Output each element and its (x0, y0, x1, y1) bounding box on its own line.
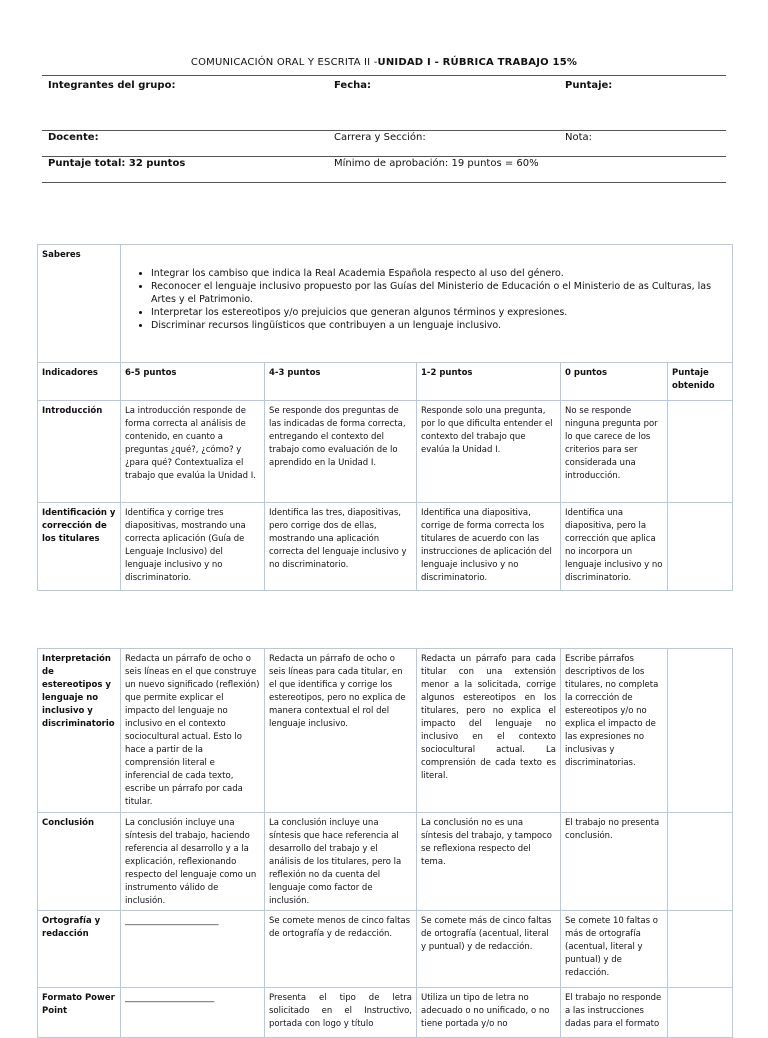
integrantes-label: Integrantes del grupo: (48, 80, 176, 91)
indicator-introduccion: Introducción (38, 401, 121, 503)
indicator-ortografia: Ortografía y redacción (38, 911, 121, 988)
saberes-list (125, 267, 728, 332)
table-row (38, 401, 733, 503)
col-header-0: 0 puntos (561, 363, 668, 401)
saberes-label: Saberes (38, 245, 121, 363)
cell-1-2: Se comete más de cinco faltas de ortografía (acentual, literal y puntual) y de redacción. (417, 911, 561, 988)
cell-0: Identifica una diapositiva, pero la corrección que aplica no incorpora un lenguaje inclusivo y no discriminatorio. (561, 503, 668, 591)
cell-6-5: ______________________ (121, 911, 265, 988)
cell-score[interactable] (668, 911, 733, 988)
col-header-puntaje-obtenido: Puntaje obtenido (668, 363, 733, 401)
cell-1-2: Redacta un párrafo para cada titular con una extensión menor a la solicitada, corrige algunos estereotipos en los titulares, pero no explica el impacto del lenguaje no inclusivo en el contexto sociocultural actual. La comprensión de cada texto es literal. (417, 649, 561, 813)
header-top-rule (42, 75, 726, 76)
carrera-label: Carrera y Sección: (334, 132, 426, 143)
cell-score[interactable] (668, 401, 733, 503)
cell-0: Escribe párrafos descriptivos de los titulares, no completa la corrección de estereotipos y/o no explica el impacto de las expresiones no inclusivas y discriminatorias. (561, 649, 668, 813)
column-header-row (38, 363, 733, 401)
cell-4-3: Redacta un párrafo de ocho o seis líneas para cada titular, en el que identifica y corrige los estereotipos, pero no explica de manera contextual el rol del lenguaje inclusivo. (265, 649, 417, 813)
cell-score[interactable] (668, 988, 733, 1038)
saberes-item: • Interpretar los estereotipos y/o prejuicios que generan algunos términos y expresiones. (151, 306, 728, 319)
saberes-item: • Reconocer el lenguaje inclusivo propuesto por las Guías del Ministerio de Educación o el Ministerio de as Culturas, las Artes y el Patrimonio. (151, 280, 728, 306)
cell-0: No se responde ninguna pregunta por lo que carece de los criterios para ser considerada una introducción. (561, 401, 668, 503)
cell-score[interactable] (668, 813, 733, 911)
cell-4-3: La conclusión incluye una síntesis que hace referencia al desarrollo del trabajo y el análisis de los titulares, pero la reflexión no da cuenta del lenguaje como factor de inclusión. (265, 813, 417, 911)
cell-1-2: Identifica una diapositiva, corrige de forma correcta los titulares de acuerdo con las instrucciones de aplicación del lenguaje inclusivo y no discriminatorio. (417, 503, 561, 591)
saberes-item: • Integrar los cambiso que indica la Real Academia Española respecto al uso del género. (151, 267, 728, 280)
cell-1-2: Responde solo una pregunta, por lo que dificulta entender el contexto del trabajo que evalúa la Unidad I. (417, 401, 561, 503)
table-row (38, 911, 733, 988)
table-row (38, 503, 733, 591)
cell-1-2: Utiliza un tipo de letra no adecuado o no unificado, o no tiene portada y/o no (417, 988, 561, 1038)
title-prefix: COMUNICACIÓN ORAL Y ESCRITA II - (190, 57, 378, 68)
table-row (38, 649, 733, 813)
cell-score[interactable] (668, 649, 733, 813)
cell-1-2: La conclusión no es una síntesis del trabajo, y tampoco se reflexiona respecto del tema. (417, 813, 561, 911)
saberes-content (121, 245, 733, 363)
rubric-table-2 (37, 648, 733, 1038)
cell-4-3: Presenta el tipo de letra solicitado en el Instructivo, portada con logo y título (265, 988, 417, 1038)
cell-6-5: Redacta un párrafo de ocho o seis líneas en el que construye un nuevo significado (reflexión) que permite explicar el impacto del lenguaje no inclusivo en el contexto sociocultural actual. Esto lo hace a partir de la comprensión literal e inferencial de cada texto, escribe un párrafo por cada titular. (121, 649, 265, 813)
puntaje-total: Puntaje total: 32 puntos (48, 158, 186, 169)
header-rule-2 (42, 130, 726, 131)
table-row (38, 988, 733, 1038)
col-header-1-2: 1-2 puntos (417, 363, 561, 401)
title-strong: UNIDAD I - RÚBRICA TRABAJO 15% (377, 57, 578, 68)
col-header-4-3: 4-3 puntos (265, 363, 417, 401)
cell-6-5: La introducción responde de forma correcta al análisis de contenido, en cuanto a preguntas ¿qué?, ¿cómo? y ¿para qué? Contextualiza el trabajo que evalúa la Unidad I. (121, 401, 265, 503)
cell-6-5: _____________________ (121, 988, 265, 1038)
docente-label: Docente: (48, 132, 99, 143)
cell-4-3: Se comete menos de cinco faltas de ortografía y de redacción. (265, 911, 417, 988)
table-row (38, 813, 733, 911)
cell-0: Se comete 10 faltas o más de ortografía (acentual, literal y puntual) y de redacción. (561, 911, 668, 988)
fecha-label: Fecha: (334, 80, 372, 91)
cell-score[interactable] (668, 503, 733, 591)
indicator-formato: Formato Power Point (38, 988, 121, 1038)
cell-4-3: Identifica las tres, diapositivas, pero corrige dos de ellas, mostrando una aplicación correcta del lenguaje inclusivo y no discriminatorio. (265, 503, 417, 591)
cell-6-5: La conclusión incluye una síntesis del trabajo, haciendo referencia al desarrollo y a la explicación, reflexionando respecto del lenguaje como un instrumento válido de inclusión. (121, 813, 265, 911)
cell-4-3: Se responde dos preguntas de las indicadas de forma correcta, entregando el contexto del trabajo como evaluación de lo aprendido en la Unidad I. (265, 401, 417, 503)
saberes-item: • Discriminar recursos lingüísticos que contribuyen a un lenguaje inclusivo. (151, 319, 728, 332)
indicator-interpretacion: Interpretación de estereotipos y lenguaje no inclusivo y discriminatorio (38, 649, 121, 813)
page-title (0, 57, 768, 68)
cell-0: El trabajo no responde a las instrucciones dadas para el formato (561, 988, 668, 1038)
rubric-table-1 (37, 244, 733, 591)
cell-6-5: Identifica y corrige tres diapositivas, mostrando una correcta aplicación (Guía de Lenguaje Inclusivo) del lenguaje inclusivo y no discriminatorio. (121, 503, 265, 591)
nota-label: Nota: (565, 132, 593, 143)
puntaje-label: Puntaje: (565, 80, 613, 91)
header-rule-4 (42, 182, 726, 183)
col-header-indicadores: Indicadores (38, 363, 121, 401)
indicator-conclusion: Conclusión (38, 813, 121, 911)
indicator-identificacion: Identificación y corrección de los titulares (38, 503, 121, 591)
cell-0: El trabajo no presenta conclusión. (561, 813, 668, 911)
saberes-row (38, 245, 733, 363)
col-header-6-5: 6-5 puntos (121, 363, 265, 401)
header-rule-3 (42, 156, 726, 157)
minimo-aprobacion: Mínimo de aprobación: 19 puntos = 60% (334, 158, 539, 169)
